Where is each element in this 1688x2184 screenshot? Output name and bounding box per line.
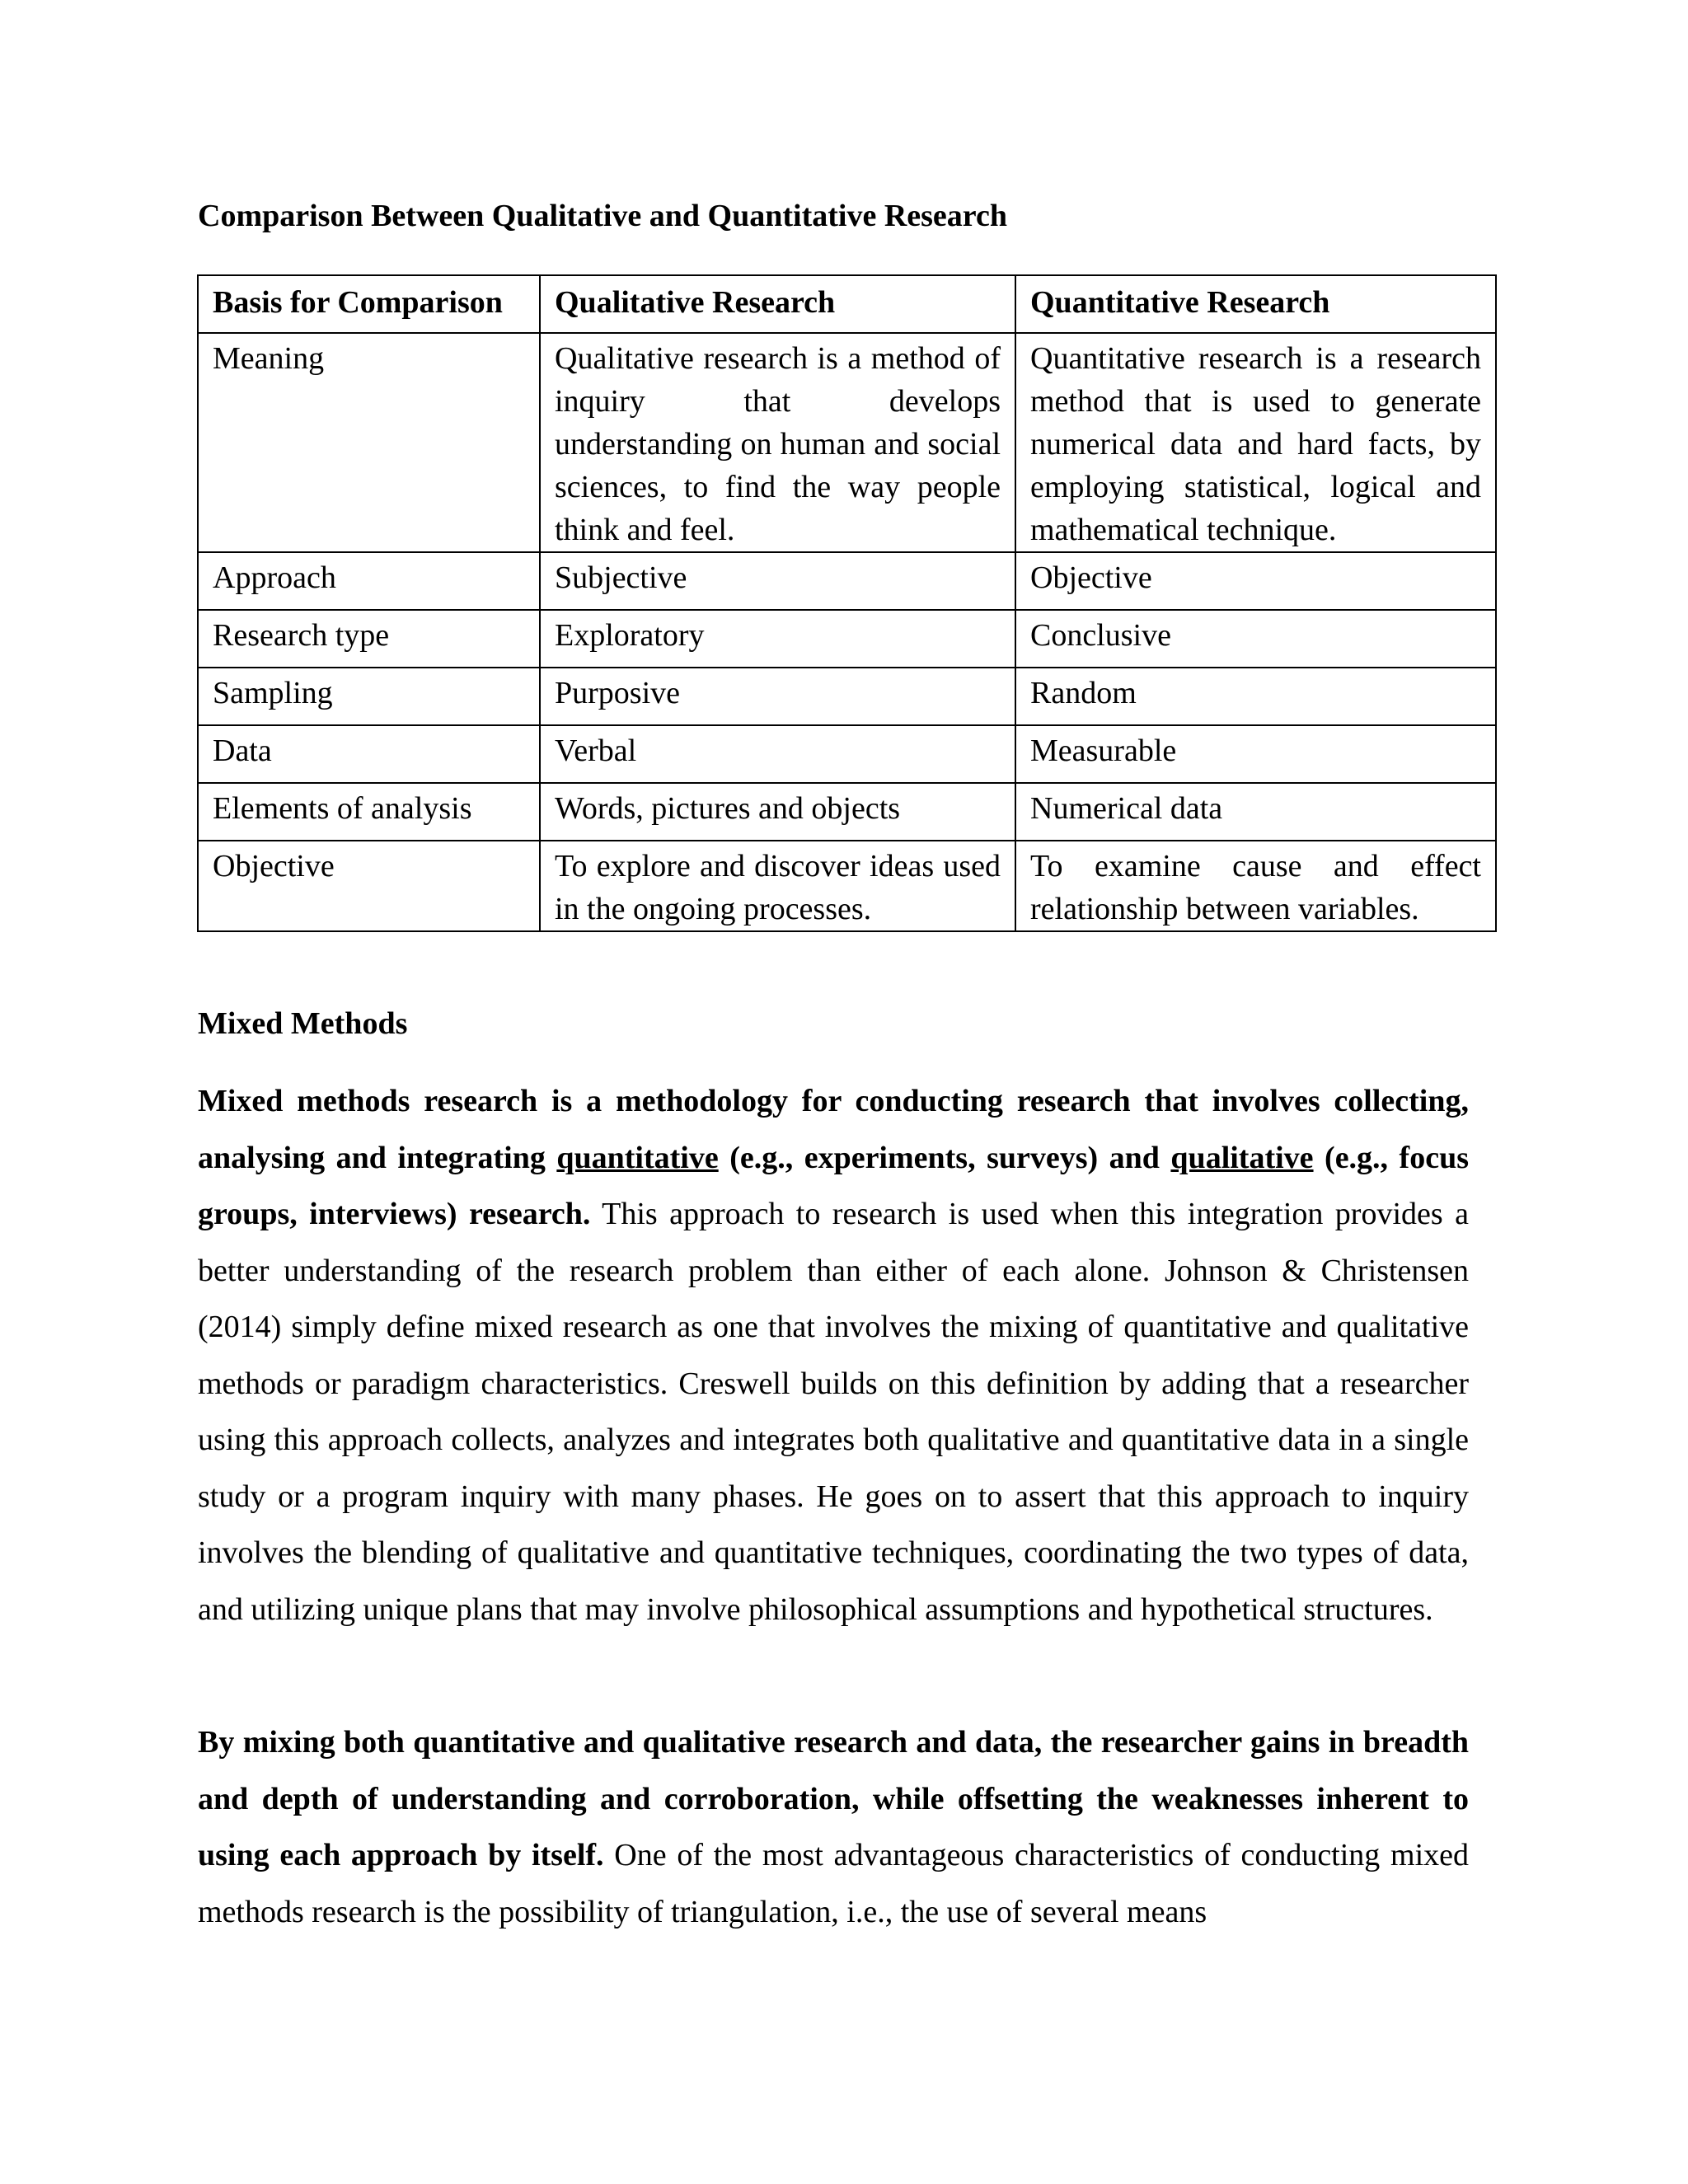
paragraph-mixed-methods [198, 1073, 1469, 1638]
table-row [198, 841, 1496, 931]
table-cell: Numerical data [1015, 783, 1496, 841]
paragraph-triangulation [198, 1714, 1469, 1940]
table-cell: Quantitative research is a research method that is used to generate numerical data and hard facts, by employing statistical, logical and mathematical technique. [1015, 333, 1496, 552]
table-cell: Research type [198, 610, 540, 668]
section-heading: Mixed Methods [198, 1006, 408, 1041]
table-cell: Approach [198, 552, 540, 610]
table-cell: Sampling [198, 668, 540, 725]
table-cell: To examine cause and effect relationship between variables. [1015, 841, 1496, 931]
link-qualitative[interactable]: qualitative [1170, 1140, 1314, 1175]
table-cell: Random [1015, 668, 1496, 725]
bold-text: Mixed methods research is a methodology for conducting research that involves collecting, analysing and integrating [198, 1084, 1469, 1175]
table-cell: Objective [198, 841, 540, 931]
table-row [198, 725, 1496, 783]
bold-text: (e.g., experiments, surveys) and [718, 1140, 1171, 1175]
body-text: One of the most advantageous characteristics of conducting mixed methods research is the possibility of triangulation, i.e., the use of several means [198, 1838, 1470, 1929]
comparison-table [197, 274, 1497, 932]
table-cell: Subjective [540, 552, 1015, 610]
table-cell: Data [198, 725, 540, 783]
table-cell: Purposive [540, 668, 1015, 725]
table-cell: Objective [1015, 552, 1496, 610]
table-row [198, 783, 1496, 841]
header-cell: Basis for Comparison [198, 275, 540, 333]
table-row [198, 668, 1496, 725]
table-header-row [198, 275, 1496, 333]
table-cell: Verbal [540, 725, 1015, 783]
header-cell: Qualitative Research [540, 275, 1015, 333]
table-row [198, 552, 1496, 610]
page-title: Comparison Between Qualitative and Quantitative Research [198, 199, 1007, 233]
table-cell: Exploratory [540, 610, 1015, 668]
table-cell: Qualitative research is a method of inquiry that develops understanding on human and social sciences, to find the way people think and feel. [540, 333, 1015, 552]
link-quantitative[interactable]: quantitative [556, 1140, 719, 1175]
table-cell: To explore and discover ideas used in the ongoing processes. [540, 841, 1015, 931]
table-cell: Elements of analysis [198, 783, 540, 841]
table-cell: Meaning [198, 333, 540, 552]
table-cell: Conclusive [1015, 610, 1496, 668]
bold-text: (e.g., focus groups, interviews) research. [198, 1140, 1469, 1231]
bold-text: By mixing both quantitative and qualitative research and data, the researcher gains in breadth and depth of understanding and corroboration, while offsetting the weaknesses inherent to using each approach by itself. [198, 1725, 1469, 1872]
header-cell: Quantitative Research [1015, 275, 1496, 333]
body-text: This approach to research is used when this integration provides a better understanding of the research problem than either of each alone. Johnson & Christensen (2014) simply define mixed research as one that involves the mixing of quantitative and qualitative methods or paradigm characteristics. Creswell builds on this definition by adding that a researcher using this approach collects, analyzes and integrates both qualitative and quantitative data in a single study or a program inquiry with many phases. He goes on to assert that this approach to inquiry involves the blending of qualitative and quantitative techniques, coordinating the two types of data, and utilizing unique plans that may involve philosophical assumptions and hypothetical structures. [198, 1197, 1469, 1627]
table-cell: Measurable [1015, 725, 1496, 783]
table-cell: Words, pictures and objects [540, 783, 1015, 841]
table-row [198, 333, 1496, 552]
table-row [198, 610, 1496, 668]
